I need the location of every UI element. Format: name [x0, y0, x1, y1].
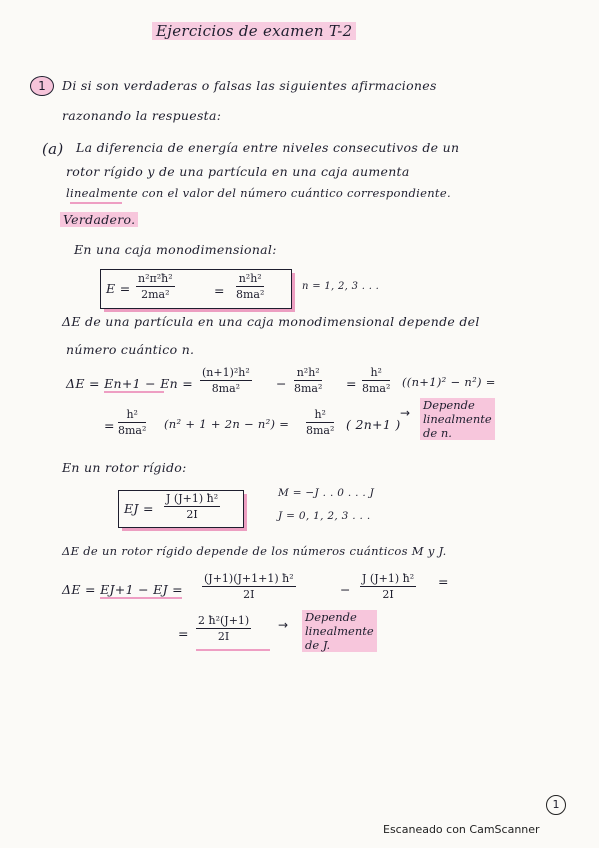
rotor-note	[302, 610, 377, 652]
answer-label: Verdadero.	[60, 212, 138, 227]
rotor-box-lhs: EJ =	[124, 501, 154, 516]
box-fraction-1	[136, 272, 175, 301]
particle-note-line-3: de n.	[420, 426, 495, 440]
particle-eq2-tail: ( 2n+1 )	[346, 417, 401, 432]
rotor-text: ΔE de un rotor rígido depende de los números cuánticos M y J.	[62, 544, 447, 558]
rotor-note-line-3: de J.	[302, 638, 377, 652]
particle-arrow: →	[400, 406, 411, 420]
rotor-arrow: →	[278, 618, 289, 632]
particle-note-line-1: Depende	[420, 398, 495, 412]
rotor-box-den: 2I	[186, 508, 198, 521]
particle-eq1-f2-den: 8ma²	[294, 382, 323, 395]
rotor-eq1-frac-2	[360, 572, 416, 601]
particle-eq1-tail: ((n+1)² − n²) =	[402, 375, 496, 389]
particle-eq2-equals: =	[104, 418, 115, 433]
particle-eq1-f2-num: n²h²	[294, 366, 322, 381]
rotor-eq1-underline	[100, 597, 182, 599]
box-range: n = 1, 2, 3 . . .	[302, 281, 380, 292]
particle-eq1-frac-3	[362, 366, 390, 395]
particle-eq1-f3-den: 8ma²	[362, 382, 391, 395]
rotor-eq2-frac	[196, 614, 251, 643]
particle-eq1-minus: −	[276, 376, 287, 391]
particle-eq2-frac-2	[306, 408, 334, 437]
rotor-eq2-underline	[196, 649, 270, 651]
box-f2-numerator: n²h²	[236, 272, 264, 287]
box-fraction-2	[236, 272, 264, 301]
rotor-range-m: M = −J . . 0 . . . J	[278, 487, 375, 499]
particle-eq2-f1-num: h²	[118, 408, 146, 423]
particle-eq1-f1-den: 8ma²	[211, 382, 241, 395]
rotor-eq1-f2-den: 2I	[382, 588, 394, 601]
particle-line-1: ΔE de una partícula en una caja monodimensional depende del	[62, 314, 480, 329]
rotor-box-fraction	[164, 492, 220, 521]
rotor-eq1-f1-den: 2I	[243, 588, 255, 601]
statement-line-1: La diferencia de energía entre niveles consecutivos de un	[76, 140, 460, 155]
particle-eq1-f3-num: h²	[362, 366, 390, 381]
rotor-note-line-1: Depende	[302, 610, 377, 624]
particle-note-line-2: linealmente	[420, 412, 495, 426]
box-f1-denominator: 2ma²	[141, 288, 170, 301]
rotor-note-line-2: linealmente	[302, 624, 377, 638]
particle-eq1-underline	[104, 391, 164, 393]
particle-eq1-frac-1	[200, 366, 252, 395]
rotor-box-num: J (J+1) ħ²	[166, 492, 219, 505]
box-f1-numerator: n²π²ħ²	[138, 272, 173, 285]
rotor-eq1-lhs: ΔE = EJ+1 − EJ =	[62, 582, 183, 597]
item-label: (a)	[42, 140, 64, 158]
rotor-eq1-frac-1	[202, 572, 296, 601]
particle-eq2-mid: (n² + 1 + 2n − n²) =	[164, 417, 290, 431]
box-lhs: E =	[106, 281, 131, 296]
particle-eq2-f2-den: 8ma²	[306, 424, 335, 437]
particle-eq1-lhs: ΔE = En+1 − En =	[66, 376, 194, 391]
rotor-eq1-tail: =	[438, 574, 449, 589]
rotor-eq1-f1-num: (J+1)(J+1+1) ħ²	[204, 572, 294, 585]
statement-line-2: rotor rígido y de una partícula en una caja aumenta	[66, 164, 410, 179]
particle-eq1-frac-2	[294, 366, 322, 395]
rotor-range-j: J = 0, 1, 2, 3 . . .	[278, 510, 371, 522]
intro-line-1: Di si son verdaderas o falsas las siguientes afirmaciones	[62, 78, 437, 93]
particle-eq2-frac-1	[118, 408, 146, 437]
rotor-eq2-num: 2 ħ²(J+1)	[198, 614, 250, 627]
statement-line-3: linealmente con el valor del número cuántico correspondiente.	[66, 186, 451, 200]
box-f2-denominator: 8ma²	[236, 288, 265, 301]
rotor-heading: En un rotor rígido:	[62, 460, 187, 475]
rotor-eq2-den: 2I	[217, 630, 230, 643]
particle-note	[420, 398, 495, 440]
particle-line-2: número cuántico n.	[66, 342, 195, 357]
particle-eq1-f1-num: (n+1)²h²	[202, 366, 250, 379]
intro-line-2: razonando la respuesta:	[62, 108, 222, 123]
particle-eq2-f1-den: 8ma²	[118, 424, 147, 437]
box-heading: En una caja monodimensional:	[74, 242, 277, 257]
page-number: 1	[546, 795, 566, 815]
box-equals: =	[214, 283, 225, 298]
rotor-eq1-minus: −	[340, 582, 351, 597]
page-title: Ejercicios de examen T-2	[152, 22, 356, 40]
rotor-eq2-equals: =	[178, 626, 189, 641]
rotor-eq1-f2-num: J (J+1) ħ²	[362, 572, 415, 585]
particle-eq1-equals: =	[346, 376, 357, 391]
underline-mark	[70, 202, 122, 204]
particle-eq2-f2-num: h²	[306, 408, 334, 423]
exercise-number: 1	[30, 76, 54, 96]
scanner-watermark: Escaneado con CamScanner	[383, 823, 540, 836]
